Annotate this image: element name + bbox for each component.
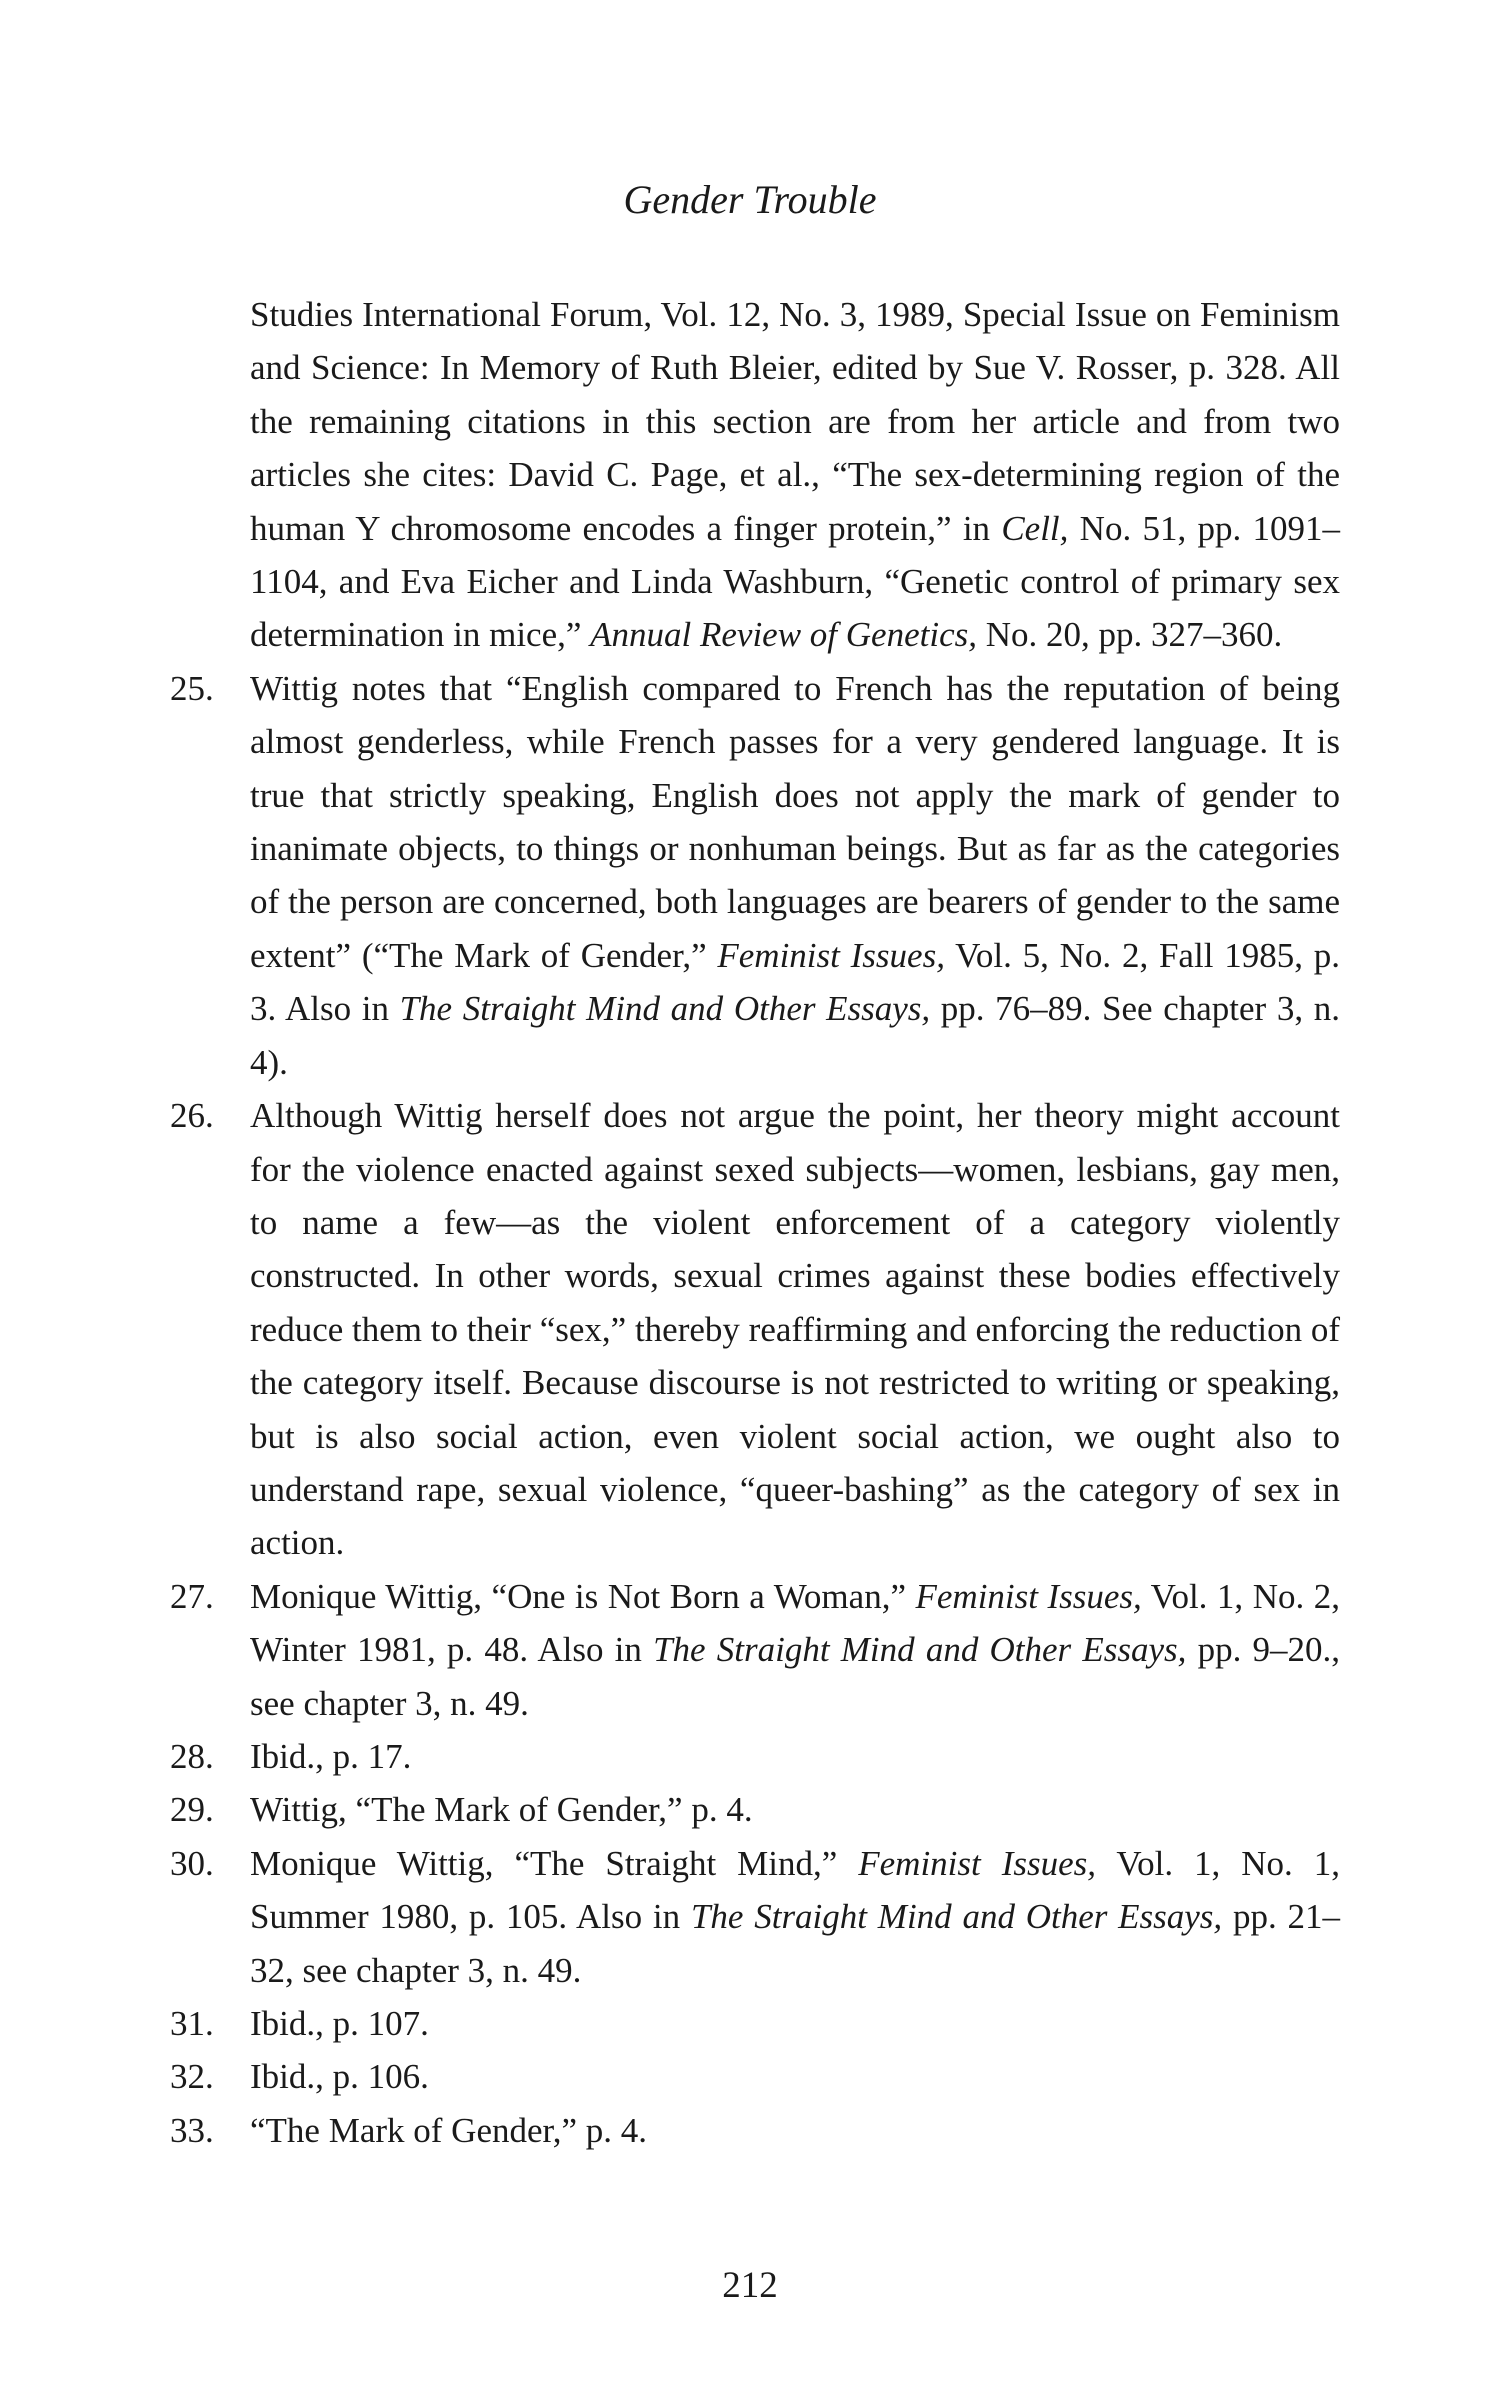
note-31 [170, 1997, 1340, 2050]
note-text: No. 51, pp. 1091–1104, and Eva Eicher and Linda Washburn, “Genetic control of primary sex determination in mice,” [250, 508, 1340, 655]
note-number: 32. [170, 2057, 214, 2097]
note-text: Ibid., p. 17. [250, 1736, 412, 1776]
note-text: No. 20, pp. 327–360. [977, 615, 1283, 655]
journal-title: Feminist Issues, [717, 935, 945, 975]
book-title: The Straight Mind and Other Essays, [690, 1897, 1223, 1937]
note-number: 33. [170, 2110, 214, 2150]
note-number: 27. [170, 1576, 214, 1616]
note-text: pp. 76–89. See chapter 3, n. 4). [250, 989, 1340, 1082]
book-title: The Straight Mind and Other Essays, [399, 989, 931, 1029]
journal-title: Feminist Issues, [858, 1843, 1096, 1883]
note-number: 25. [170, 668, 214, 708]
note-25 [170, 662, 1340, 1089]
note-32 [170, 2050, 1340, 2103]
endnotes-list [170, 288, 1340, 2157]
note-text: “The Mark of Gender,” p. 4. [250, 2110, 648, 2150]
note-text: Vol. 5, No. 2, Fall 1985, p. 3. Also in [250, 935, 1340, 1029]
note-28 [170, 1730, 1340, 1783]
note-number: 26. [170, 1096, 214, 1136]
note-29 [170, 1783, 1340, 1836]
running-head: Gender Trouble [623, 177, 877, 222]
note-27 [170, 1570, 1340, 1730]
journal-title: Cell, [1001, 508, 1069, 548]
journal-title: Feminist Issues, [915, 1576, 1142, 1616]
note-text: Vol. 1, No. 1, Summer 1980, p. 105. Also in [250, 1843, 1340, 1937]
note-text: Vol. 1, No. 2, Winter 1981, p. 48. Also in [250, 1576, 1340, 1670]
book-title: The Straight Mind and Other Essays, [653, 1630, 1187, 1670]
note-text: Monique Wittig, “The Straight Mind,” [250, 1843, 859, 1883]
note-33 [170, 2104, 1340, 2157]
note-text: Monique Wittig, “One is Not Born a Woman,” [250, 1576, 916, 1616]
note-text: pp. 9–20., see chapter 3, n. 49. [250, 1630, 1341, 1723]
note-number: 30. [170, 1843, 214, 1883]
note-text: pp. 21–32, see chapter 3, n. 49. [250, 1897, 1340, 1990]
note-number: 31. [170, 2004, 214, 2043]
note-continuation [170, 288, 1340, 662]
note-text: Although Wittig herself does not argue the point, her theory might account for the violence enacted against sexed subjects—women, lesbians, gay men, to name a few—as the violent enforcement of a category violently constructed. In other words, sexual crimes against these bodies effectively reduce them to their “sex,” thereby reaffirming and enforcing the reduction of the category itself. Because discourse is not restricted to writing or speaking, but is also social action, even violent social action, we ought also to understand rape, sexual violence, “queer-bashing” as the category of sex in action. [250, 1096, 1340, 1563]
journal-title: Annual Review of Genetics, [590, 615, 977, 655]
note-number: 29. [170, 1790, 214, 1830]
note-text: Wittig, “The Mark of Gender,” p. 4. [250, 1790, 753, 1830]
note-text: Wittig notes that “English compared to French has the reputation of being almost genderless, while French passes for a very gendered language. It is true that strictly speaking, English does not apply the mark of gender to inanimate objects, to things or nonhuman beings. But as far as the categories of the person are concerned, both languages are bearers of gender to the same extent” (“The Mark of Gender,” [250, 668, 1340, 975]
page-number: 212 [722, 2265, 778, 2306]
note-text: Studies International Forum, Vol. 12, No. 3, 1989, Special Issue on Feminism and Science: In Memory of Ruth Bleier, edited by Sue V. Rosser, p. 328. All the remaining citations in this section are from her article and from two articles she cites: David C. Page, et al., “The sex-determining region of the human Y chromosome encodes a finger protein,” in [250, 295, 1340, 548]
note-30 [170, 1837, 1340, 1997]
note-26 [170, 1089, 1340, 1570]
note-number: 28. [170, 1736, 214, 1776]
note-text: Ibid., p. 107. [250, 2004, 429, 2043]
note-text: Ibid., p. 106. [250, 2057, 429, 2097]
